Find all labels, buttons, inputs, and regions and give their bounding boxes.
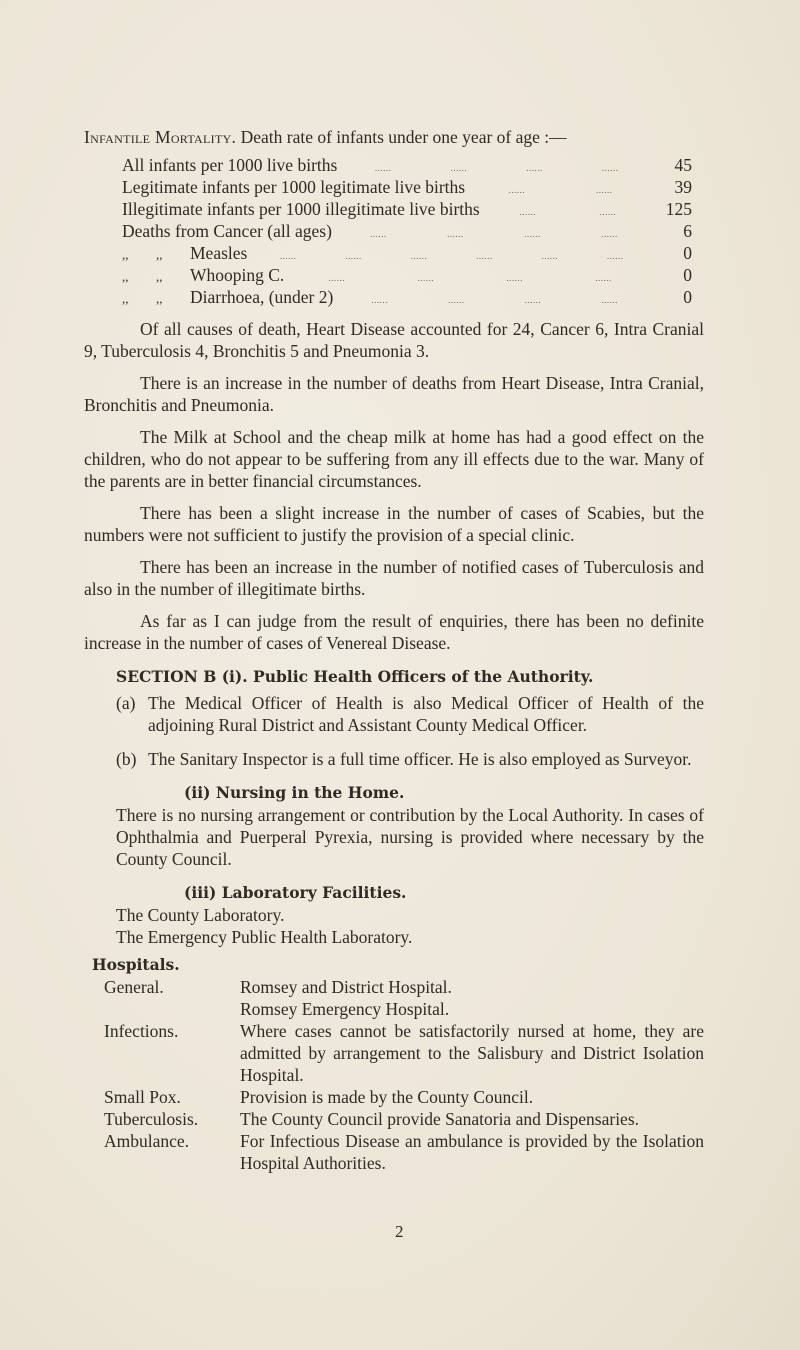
stat-row (122, 198, 692, 220)
paragraph-scabies: There has been a slight increase in the number of cases of Scabies, but the numbers were not sufficient to justify the provision of a special clinic. (84, 503, 704, 545)
hospital-text: Provision is made by the County Council. (240, 1087, 534, 1107)
stat-row (122, 242, 692, 264)
paragraph-tuberculosis: There has been an increase in the number of notified cases of Tuberculosis and also in the number of illegitimate births. (84, 557, 704, 599)
paragraph-venereal-disease: As far as I can judge from the result of enquiries, there has been no definite increase in the number of cases of Venereal Disease. (84, 611, 704, 653)
hospital-row (104, 1086, 704, 1108)
hospital-label: Infections. (104, 1021, 179, 1041)
hospital-text: Where cases cannot be satisfactorily nursed at home, they are admitted by arrangement to the Salisbury and District Isolation Hospital. (240, 1021, 704, 1085)
hospital-row (104, 1108, 704, 1130)
mortality-stats-table (122, 154, 692, 308)
page-content (84, 126, 704, 1174)
stat-row (122, 154, 692, 176)
laboratory-line: The Emergency Public Health Laboratory. (116, 927, 413, 947)
stat-value: 0 (683, 265, 692, 285)
hospital-label: Ambulance. (104, 1131, 190, 1151)
paragraph-milk-at-school: The Milk at School and the cheap milk at home has had a good effect on the children, who do not appear to be suffering from any ill effects due to the war. Many of the parents are in better financial circumstances. (84, 427, 704, 491)
dot-leader: ...... ...... ...... ...... (371, 295, 618, 305)
stat-value: 0 (683, 287, 692, 307)
hospital-text: Romsey and District Hospital. (240, 977, 452, 997)
stat-value: 125 (665, 199, 692, 219)
item-text: The Medical Officer of Health is also Medical Officer of Health of the adjoining Rural District and Assistant County Medical Officer. (148, 693, 704, 735)
stat-label: ,, ,, Whooping C. (122, 265, 285, 285)
stat-label: Legitimate infants per 1000 legitimate live births (122, 177, 466, 197)
stat-row (122, 286, 692, 308)
stat-label: Deaths from Cancer (all ages) (122, 221, 332, 241)
page-number: 2 (395, 1222, 404, 1241)
dot-leader: ...... ...... ...... ...... (328, 273, 612, 283)
stat-label: ,, ,, Measles (122, 243, 248, 263)
hospital-text: For Infectious Disease an ambulance is provided by the Isolation Hospital Authorities. (240, 1131, 704, 1173)
nursing-text: There is no nursing arrangement or contribution by the Local Authority. In cases of Ophthalmia and Puerperal Pyrexia, nursing is provided where necessary by the County Council. (116, 805, 704, 869)
heading-label: Infantile Mortality. (84, 127, 237, 147)
hospital-label: Small Pox. (104, 1087, 181, 1107)
heading-text: Death rate of infants under one year of age :— (240, 127, 567, 147)
hospital-text: The County Council provide Sanatoria and Dispensaries. (240, 1109, 640, 1129)
hospital-text: Romsey Emergency Hospital. (240, 999, 450, 1019)
list-item (116, 748, 704, 770)
stat-label: ,, ,, Diarrhoea, (under 2) (122, 287, 334, 307)
infantile-mortality-heading (84, 126, 704, 148)
stat-value: 0 (683, 243, 692, 263)
section-b-title: SECTION B (i). Public Health Officers of the Authority. (116, 667, 594, 686)
stat-value: 45 (674, 155, 692, 175)
stat-value: 39 (674, 177, 692, 197)
laboratory-title: (iii) Laboratory Facilities. (184, 883, 407, 902)
paragraph-increase-deaths: There is an increase in the number of deaths from Heart Disease, Intra Cranial, Bronchitis and Pneumonia. (84, 373, 704, 415)
hospitals-title: Hospitals. (92, 955, 180, 974)
hospital-label: Tuberculosis. (104, 1109, 199, 1129)
hospital-label (104, 998, 240, 1020)
hospital-label: General. (104, 977, 164, 997)
stat-value: 6 (683, 221, 692, 241)
stat-label: Illegitimate infants per 1000 illegitimate live births (122, 199, 480, 219)
dot-leader: ...... ...... ...... ...... (374, 163, 619, 173)
dot-leader: ...... ...... ...... ...... ...... ...... (279, 251, 624, 261)
stat-row (122, 220, 692, 242)
dot-leader: ...... ...... (519, 207, 617, 217)
dot-leader: ...... ...... (508, 185, 613, 195)
item-marker: (a) (116, 693, 136, 713)
item-marker: (b) (116, 749, 137, 769)
nursing-title: (ii) Nursing in the Home. (184, 783, 405, 802)
list-item (116, 692, 704, 736)
hospital-row (104, 976, 704, 998)
laboratory-line: The County Laboratory. (116, 905, 285, 925)
stat-label: All infants per 1000 live births (122, 155, 338, 175)
stat-row (122, 264, 692, 286)
hospital-row (104, 1020, 704, 1086)
item-text: The Sanitary Inspector is a full time officer. He is also employed as Surveyor. (148, 749, 692, 769)
paragraph-causes-of-death: Of all causes of death, Heart Disease accounted for 24, Cancer 6, Intra Cranial 9, Tuberculosis 4, Bronchitis 5 and Pneumonia 3. (84, 319, 704, 361)
hospital-row (104, 998, 704, 1020)
stat-row (122, 176, 692, 198)
dot-leader: ...... ...... ...... ...... (370, 229, 618, 239)
hospital-row (104, 1130, 704, 1174)
